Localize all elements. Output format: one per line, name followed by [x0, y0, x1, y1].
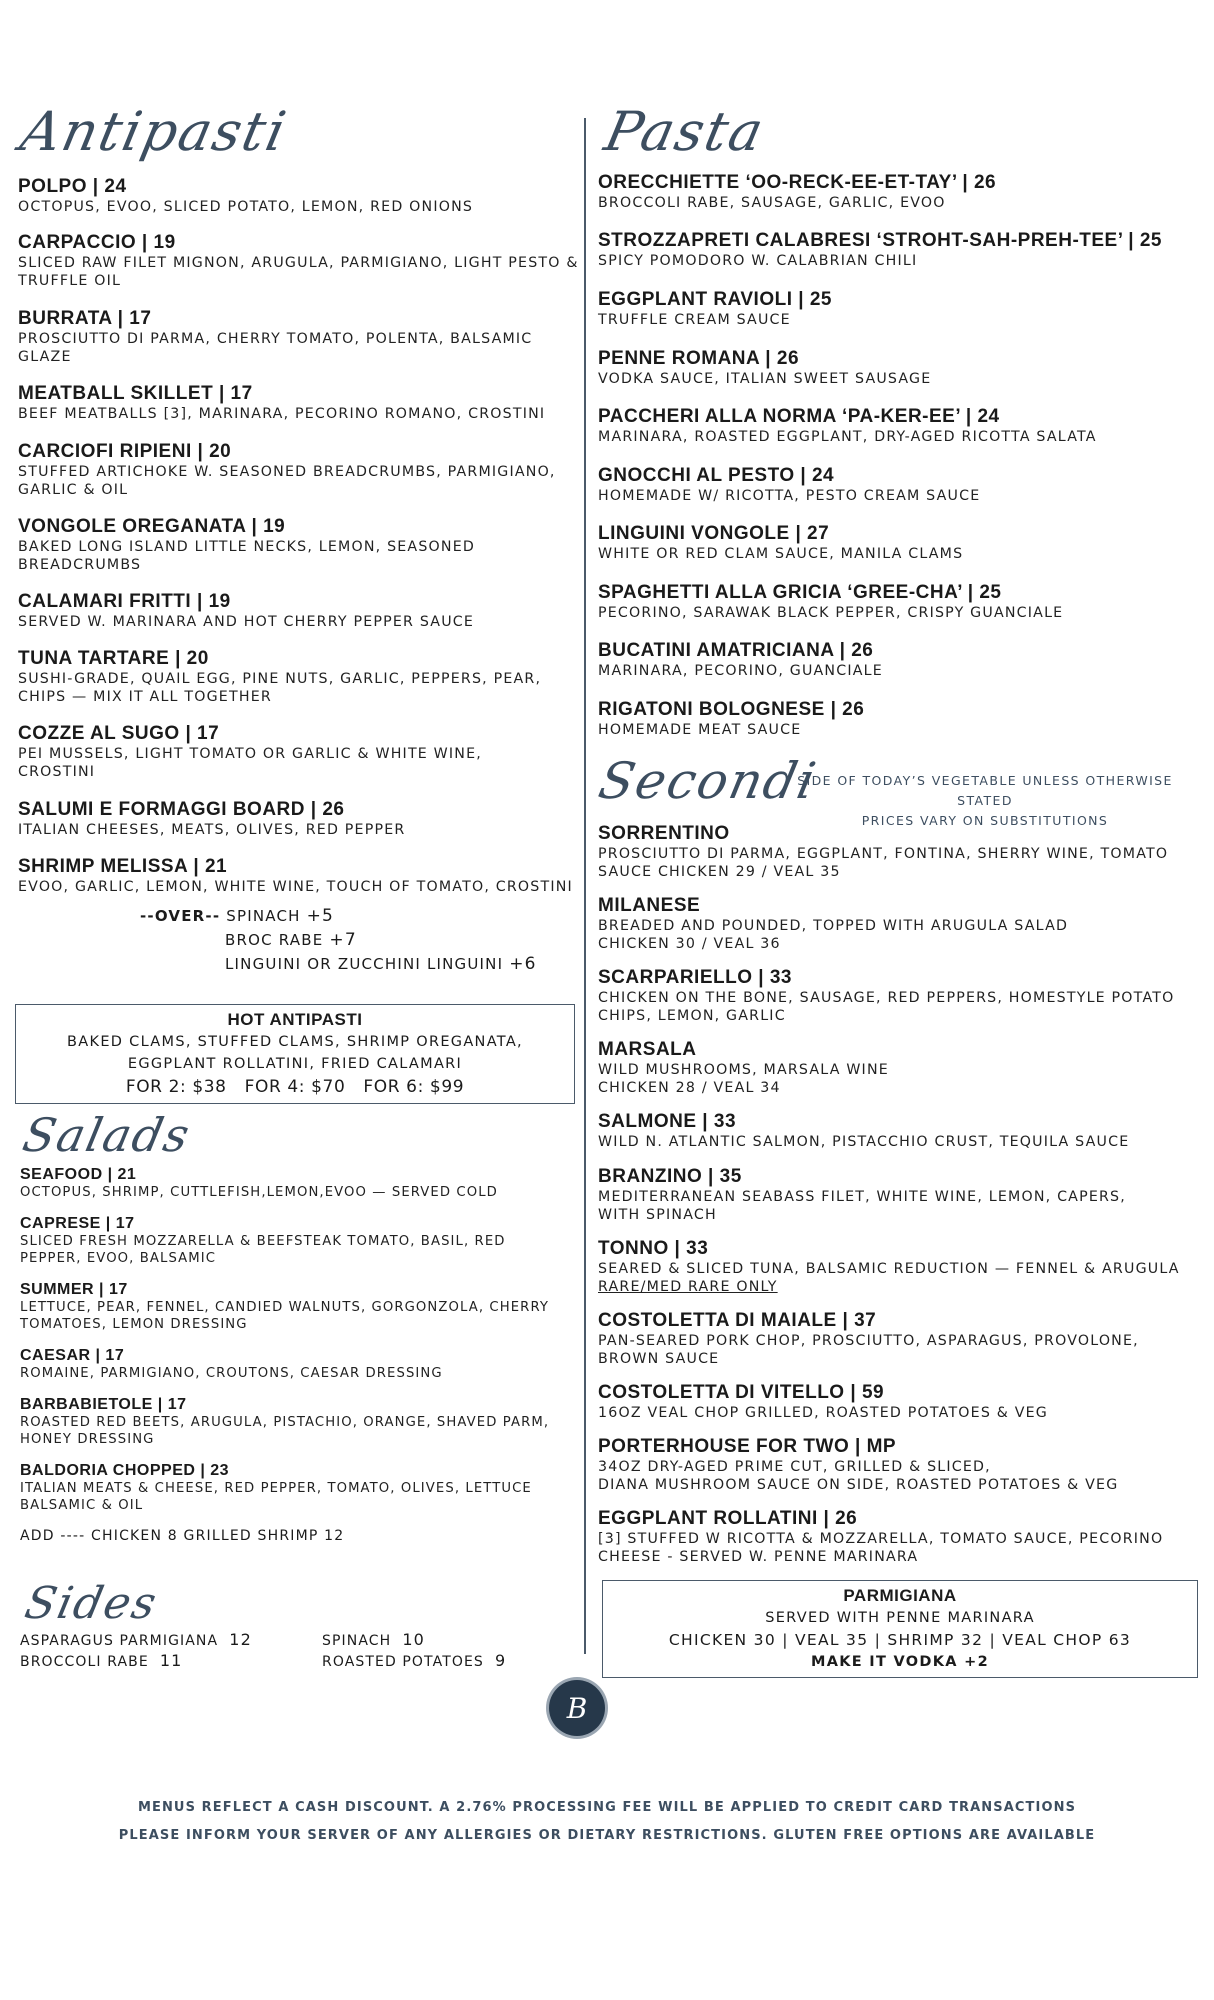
over-option [140, 904, 334, 928]
over-label: --OVER-- [140, 907, 221, 925]
hot-antipasti-title: HOT ANTIPASTI [227, 1010, 363, 1029]
pasta-item [598, 465, 1198, 505]
over-option [225, 928, 357, 952]
secondi-item [598, 1111, 1198, 1151]
secondi-item [598, 1310, 1188, 1368]
item-desc: 34OZ DRY-AGED PRIME CUT, GRILLED & SLICED, [598, 1459, 991, 1475]
item-desc: PROSCIUTTO DI PARMA, CHERRY TOMATO, POLENTA, BALSAMIC GLAZE [18, 331, 533, 365]
secondi-item [598, 1238, 1198, 1296]
item-desc: MEDITERRANEAN SEABASS FILET, WHITE WINE, LEMON, CAPERS, WITH SPINACH [598, 1189, 1126, 1223]
item-desc: SUSHI-GRADE, QUAIL EGG, PINE NUTS, GARLIC, PEPPERS, PEAR, CHIPS — MIX IT ALL TOGETHER [18, 671, 542, 705]
antipasti-item [18, 441, 584, 499]
item-name: SALMONE | 33 [598, 1111, 737, 1132]
hot-antipasti-prices: FOR 2: $38 FOR 4: $70 FOR 6: $99 [125, 1077, 465, 1097]
secondi-note [772, 771, 1198, 831]
over-option-name: BROC RABE [225, 931, 324, 949]
secondi-item [598, 823, 1198, 881]
secondi-item [598, 1436, 1198, 1494]
item-desc: SPICY POMODORO W. CALABRIAN CHILI [598, 253, 918, 269]
item-desc: BREADED AND POUNDED, TOPPED WITH ARUGULA SALAD [598, 918, 1069, 934]
side-price: 12 [229, 1630, 252, 1649]
item-name: MEATBALL SKILLET | 17 [18, 383, 253, 404]
item-name: GNOCCHI AL PESTO | 24 [598, 465, 835, 486]
item-desc-line: RARE/MED RARE ONLY [598, 1279, 778, 1295]
antipasti-item [18, 516, 518, 574]
item-desc: BROCCOLI RABE, SAUSAGE, GARLIC, EVOO [598, 195, 946, 211]
salads-heading: Salads [18, 1108, 196, 1162]
salad-item [20, 1165, 580, 1201]
item-name: BRANZINO | 35 [598, 1166, 742, 1187]
item-name: CARPACCIO | 19 [18, 232, 176, 253]
antipasti-heading: Antipasti [15, 100, 293, 163]
item-name: BURRATA | 17 [18, 308, 152, 329]
item-desc: MARINARA, PECORINO, GUANCIALE [598, 663, 883, 679]
item-desc: CHICKEN ON THE BONE, SAUSAGE, RED PEPPERS, HOMESTYLE POTATO CHIPS, LEMON, GARLIC [598, 990, 1175, 1024]
salad-item [20, 1395, 575, 1448]
item-desc-line: CHICKEN 28 / VEAL 34 [598, 1080, 781, 1096]
over-option-name: SPINACH [226, 907, 301, 925]
item-desc: SLICED RAW FILET MIGNON, ARUGULA, PARMIGIANO, LIGHT PESTO & TRUFFLE OIL [18, 255, 579, 289]
item-name: STROZZAPRETI CALABRESI ‘STROHT-SAH-PREH-TEE’ | 25 [598, 230, 1162, 251]
side-name: ROASTED POTATOES [322, 1654, 484, 1670]
item-desc: ITALIAN CHEESES, MEATS, OLIVES, RED PEPPER [18, 822, 406, 838]
pasta-item [598, 406, 1198, 446]
hot-antipasti-line: BAKED CLAMS, STUFFED CLAMS, SHRIMP OREGANATA, [67, 1034, 523, 1050]
antipasti-item [18, 723, 538, 781]
pasta-item [598, 289, 1198, 329]
item-name: SPAGHETTI ALLA GRICIA ‘GREE-CHA’ | 25 [598, 582, 1002, 603]
side-item [20, 1651, 182, 1672]
antipasti-item [18, 648, 584, 706]
item-desc: SLICED FRESH MOZZARELLA & BEEFSTEAK TOMATO, BASIL, RED PEPPER, EVOO, BALSAMIC [20, 1234, 506, 1266]
item-desc: PAN-SEARED PORK CHOP, PROSCIUTTO, ASPARAGUS, PROVOLONE, BROWN SAUCE [598, 1333, 1139, 1367]
item-name: CAESAR | 17 [20, 1347, 125, 1364]
item-desc: BAKED LONG ISLAND LITTLE NECKS, LEMON, SEASONED BREADCRUMBS [18, 539, 476, 573]
item-name: EGGPLANT RAVIOLI | 25 [598, 289, 832, 310]
footer-cash-discount: MENUS REFLECT A CASH DISCOUNT. A 2.76% PROCESSING FEE WILL BE APPLIED TO CREDIT CARD TRANSACTIONS [137, 1800, 1077, 1815]
column-divider [584, 118, 586, 1654]
side-price: 10 [402, 1630, 425, 1649]
item-desc: HOMEMADE MEAT SAUCE [598, 722, 802, 738]
over-option-price: +7 [329, 930, 357, 950]
item-name: COSTOLETTA DI MAIALE | 37 [598, 1310, 877, 1331]
pasta-item [598, 230, 1198, 270]
item-name: PACCHERI ALLA NORMA ‘PA-KER-EE’ | 24 [598, 406, 1000, 427]
pasta-item [598, 348, 1198, 388]
secondi-note-line: PRICES VARY ON SUBSTITUTIONS [861, 813, 1109, 828]
item-desc: EVOO, GARLIC, LEMON, WHITE WINE, TOUCH OF TOMATO, CROSTINI [18, 879, 573, 895]
item-desc: ROMAINE, PARMIGIANO, CROUTONS, CAESAR DRESSING [20, 1366, 443, 1381]
item-desc: ROASTED RED BEETS, ARUGULA, PISTACHIO, ORANGE, SHAVED PARM, HONEY DRESSING [20, 1415, 550, 1447]
item-desc: TRUFFLE CREAM SAUCE [598, 312, 791, 328]
side-price: 9 [495, 1651, 507, 1670]
pasta-item [598, 172, 1198, 212]
item-name: SORRENTINO [598, 823, 730, 844]
parmigiana-vodka: MAKE IT VODKA +2 [810, 1654, 990, 1670]
item-desc: VODKA SAUCE, ITALIAN SWEET SAUSAGE [598, 371, 932, 387]
salad-item [20, 1346, 580, 1382]
item-desc: PECORINO, SARAWAK BLACK PEPPER, CRISPY GUANCIALE [598, 605, 1064, 621]
item-name: SUMMER | 17 [20, 1281, 128, 1298]
parmigiana-box [602, 1580, 1198, 1678]
item-name: EGGPLANT ROLLATINI | 26 [598, 1508, 858, 1529]
item-name: BUCATINI AMATRICIANA | 26 [598, 640, 874, 661]
side-price: 11 [159, 1651, 183, 1670]
antipasti-item [18, 856, 584, 896]
secondi-item [598, 1166, 1158, 1224]
secondi-item [598, 967, 1198, 1025]
footer-allergies: PLEASE INFORM YOUR SERVER OF ANY ALLERGIES OR DIETARY RESTRICTIONS. GLUTEN FREE OPTIONS ARE AVAILABLE [118, 1828, 1096, 1843]
antipasti-item [18, 232, 584, 290]
item-name: RIGATONI BOLOGNESE | 26 [598, 699, 865, 720]
item-name: VONGOLE OREGANATA | 19 [18, 516, 286, 537]
side-item [322, 1651, 506, 1672]
secondi-note-line: SIDE OF TODAY’S VEGETABLE UNLESS OTHERWISE STATED [797, 773, 1173, 808]
side-name: SPINACH [322, 1633, 392, 1649]
item-name: BALDORIA CHOPPED | 23 [20, 1462, 230, 1479]
item-desc: WILD N. ATLANTIC SALMON, PISTACCHIO CRUST, TEQUILA SAUCE [598, 1134, 1130, 1150]
item-desc: BEEF MEATBALLS [3], MARINARA, PECORINO ROMANO, CROSTINI [18, 406, 546, 422]
hot-antipasti-box [15, 1004, 575, 1104]
pasta-item [598, 523, 1198, 563]
item-desc-line: CHICKEN 30 / VEAL 36 [598, 936, 781, 952]
side-item [20, 1630, 252, 1651]
item-name: SCARPARIELLO | 33 [598, 967, 792, 988]
salad-item [20, 1280, 570, 1333]
item-desc: PEI MUSSELS, LIGHT TOMATO OR GARLIC & WHITE WINE, CROSTINI [18, 746, 482, 780]
item-desc: OCTOPUS, SHRIMP, CUTTLEFISH,LEMON,EVOO — SERVED COLD [20, 1185, 498, 1200]
item-name: LINGUINI VONGOLE | 27 [598, 523, 830, 544]
item-name: SEAFOOD | 21 [20, 1166, 137, 1183]
antipasti-item [18, 591, 584, 631]
item-desc-line: DIANA MUSHROOM SAUCE ON SIDE, ROASTED POTATOES & VEG [598, 1477, 1119, 1493]
over-option-name: LINGUINI OR ZUCCHINI LINGUINI [225, 955, 504, 973]
secondi-heading: Secondi [593, 752, 823, 810]
item-desc: PROSCIUTTO DI PARMA, EGGPLANT, FONTINA, SHERRY WINE, TOMATO SAUCE CHICKEN 29 / VEAL 35 [598, 846, 1169, 880]
item-name: BARBABIETOLE | 17 [20, 1396, 187, 1413]
item-desc: SEARED & SLICED TUNA, BALSAMIC REDUCTION — FENNEL & ARUGULA [598, 1261, 1180, 1277]
item-name: MILANESE [598, 895, 701, 916]
item-name: POLPO | 24 [18, 176, 127, 197]
item-desc: SERVED W. MARINARA AND HOT CHERRY PEPPER SAUCE [18, 614, 475, 630]
item-name: ORECCHIETTE ‘OO-RECK-EE-ET-TAY’ | 26 [598, 172, 997, 193]
salad-item [20, 1461, 560, 1514]
item-desc: 16OZ VEAL CHOP GRILLED, ROASTED POTATOES & VEG [598, 1405, 1048, 1421]
antipasti-item [18, 799, 584, 839]
item-name: SALUMI E FORMAGGI BOARD | 26 [18, 799, 345, 820]
item-desc: OCTOPUS, EVOO, SLICED POTATO, LEMON, RED ONIONS [18, 199, 474, 215]
pasta-heading: Pasta [599, 100, 771, 163]
item-name: CALAMARI FRITTI | 19 [18, 591, 231, 612]
restaurant-logo [549, 1680, 605, 1736]
secondi-item [598, 895, 1198, 953]
side-name: ASPARAGUS PARMIGIANA [20, 1633, 219, 1649]
salad-add-ons: ADD ---- CHICKEN 8 GRILLED SHRIMP 12 [20, 1528, 345, 1544]
hot-antipasti-line: EGGPLANT ROLLATINI, FRIED CALAMARI [127, 1056, 463, 1072]
secondi-item [598, 1039, 1198, 1097]
salad-item [20, 1214, 540, 1267]
item-name: CAPRESE | 17 [20, 1215, 135, 1232]
item-name: COSTOLETTA DI VITELLO | 59 [598, 1382, 885, 1403]
over-option [225, 952, 537, 976]
item-desc: STUFFED ARTICHOKE W. SEASONED BREADCRUMBS, PARMIGIANO, GARLIC & OIL [18, 464, 556, 498]
item-desc: [3] STUFFED W RICOTTA & MOZZARELLA, TOMATO SAUCE, PECORINO CHEESE - SERVED W. PENNE MARINARA [598, 1531, 1164, 1565]
secondi-item [598, 1508, 1198, 1566]
item-desc: MARINARA, ROASTED EGGPLANT, DRY-AGED RICOTTA SALATA [598, 429, 1097, 445]
antipasti-item [18, 383, 584, 423]
item-desc: ITALIAN MEATS & CHEESE, RED PEPPER, TOMATO, OLIVES, LETTUCE BALSAMIC & OIL [20, 1481, 532, 1513]
item-name: PORTERHOUSE FOR TWO | MP [598, 1436, 897, 1457]
parmigiana-title: PARMIGIANA [843, 1586, 957, 1605]
secondi-item [598, 1382, 1198, 1422]
over-option-price: +6 [509, 954, 537, 974]
item-name: CARCIOFI RIPIENI | 20 [18, 441, 232, 462]
item-name: MARSALA [598, 1039, 697, 1060]
item-name: COZZE AL SUGO | 17 [18, 723, 220, 744]
antipasti-item [18, 308, 578, 366]
over-option-price: +5 [306, 906, 335, 926]
side-name: BROCCOLI RABE [20, 1654, 149, 1670]
item-name: PENNE ROMANA | 26 [598, 348, 800, 369]
item-name: TONNO | 33 [598, 1238, 709, 1259]
item-name: SHRIMP MELISSA | 21 [18, 856, 228, 877]
item-desc: HOMEMADE W/ RICOTTA, PESTO CREAM SAUCE [598, 488, 981, 504]
pasta-item [598, 699, 1198, 739]
logo-letter: B [566, 1691, 588, 1725]
pasta-item [598, 640, 1198, 680]
item-desc: LETTUCE, PEAR, FENNEL, CANDIED WALNUTS, GORGONZOLA, CHERRY TOMATOES, LEMON DRESSING [20, 1300, 550, 1332]
item-desc: WHITE OR RED CLAM SAUCE, MANILA CLAMS [598, 546, 964, 562]
item-name: TUNA TARTARE | 20 [18, 648, 209, 669]
parmigiana-prices: CHICKEN 30 | VEAL 35 | SHRIMP 32 | VEAL CHOP 63 [668, 1631, 1132, 1649]
antipasti-item [18, 176, 584, 216]
side-item [322, 1630, 425, 1651]
item-desc: WILD MUSHROOMS, MARSALA WINE [598, 1062, 889, 1078]
pasta-item [598, 582, 1198, 622]
sides-heading: Sides [20, 1578, 163, 1629]
parmigiana-line: SERVED WITH PENNE MARINARA [765, 1610, 1035, 1626]
